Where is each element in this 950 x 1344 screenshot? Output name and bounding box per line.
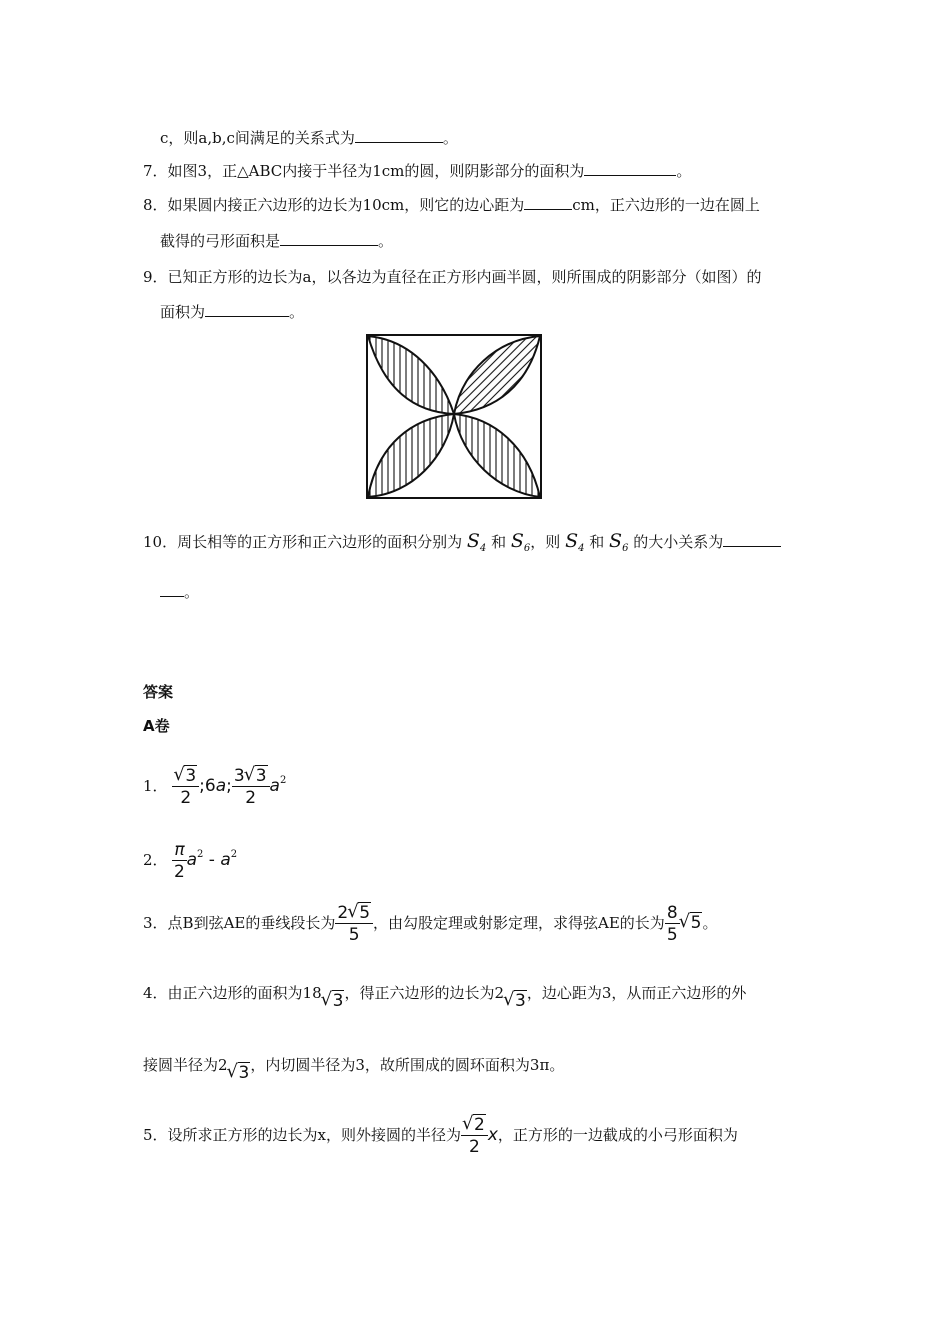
s4-symbol: $S_4$ (466, 530, 487, 554)
s4-symbol-2: $S_4$ (565, 530, 585, 554)
s6-symbol-2: $S_6$ (609, 530, 629, 554)
a3-fraction-2: $\frac{8}{5}$ (666, 902, 678, 945)
answers-heading: 答案 (143, 683, 174, 701)
a1-fraction-2: $\frac{3√ 3}{2}$ (232, 766, 270, 809)
a2-fraction: $\frac{\pi}{2}$ (174, 839, 185, 882)
a1-fraction-1: √ $\frac{3}{2}$ (172, 766, 199, 809)
question-10-line2: 。 (160, 582, 199, 602)
a3-fraction-1: $\frac{2√ 5}{5}$ (335, 903, 373, 946)
answer-1: 1． √ $\frac{3}{2}$ ;6a; $\frac{3√ 3}{2}$ $a^2$ (143, 758, 286, 809)
leaf-top-right (454, 336, 540, 414)
leaf-bottom-right (454, 414, 540, 497)
answer-2: 2． $\frac{\pi}{2}$ $a^2 - a^2$ (143, 839, 238, 882)
q7-blank (584, 161, 676, 176)
section-a-heading: A卷 (143, 717, 170, 735)
question-6-continuation: c，则a,b,c间满足的关系式为 。 (160, 129, 458, 147)
q8-blank-2 (280, 231, 378, 246)
leaf-figure (362, 330, 546, 502)
question-9-line1: 9．已知正方形的边长为a，以各边为直径在正方形内画半圆，则所围成的阴影部分（如图）的 (143, 268, 762, 286)
question-8-line1: 8．如果圆内接正六边形的边长为10cm，则它的边心距为 cm，正六边形的一边在圆上 (143, 196, 760, 214)
answer-4-line2: 接圆半径为2√ 3，内切圆半径为3，故所围成的圆环面积为3π。 (143, 1050, 564, 1088)
q10-blank-2 (160, 582, 184, 597)
question-7: 7．如图3，正△ABC内接于半径为1cm的圆，则阴影部分的面积为 。 (143, 162, 692, 180)
q10-blank-1 (723, 532, 781, 547)
answer-5: 5．设所求正方形的边长为x，则外接圆的半径为 √ $\frac{2}{2}$ x，正方形的一边截成的小弓形面积为 (143, 1112, 738, 1158)
q6-text: c，则a,b,c间满足的关系式为 (160, 129, 355, 147)
a5-fraction: √ $\frac{2}{2}$ (461, 1115, 488, 1158)
q6-blank (355, 128, 443, 143)
question-10: 10．周长相等的正方形和正六边形的面积分别为 $S_4$ 和 $S_6$，则 $S_4$ 和 $S_6$ 的大小关系为 (143, 528, 781, 562)
leaf-top-left (368, 336, 454, 414)
leaf-bottom-left (368, 414, 454, 497)
q9-blank (205, 302, 289, 317)
s6-symbol: $S_6$ (510, 530, 531, 554)
question-8-line2: 截得的弓形面积是 。 (160, 232, 394, 250)
question-9-line2: 面积为 。 (160, 303, 305, 321)
answer-4-line1: 4．由正六边形的面积为18√ 3，得正六边形的边长为2√ 3，边心距为3，从而正六边形的外 (143, 978, 746, 1016)
q8-blank-1 (524, 195, 572, 210)
answer-3: 3．点B到弦AE的垂线段长为 $\frac{2√ 5}{5}$ ，由勾股定理或射影定理，求得弦AE的长为 $\frac{8}{5}$ √ 5。 (143, 900, 717, 946)
